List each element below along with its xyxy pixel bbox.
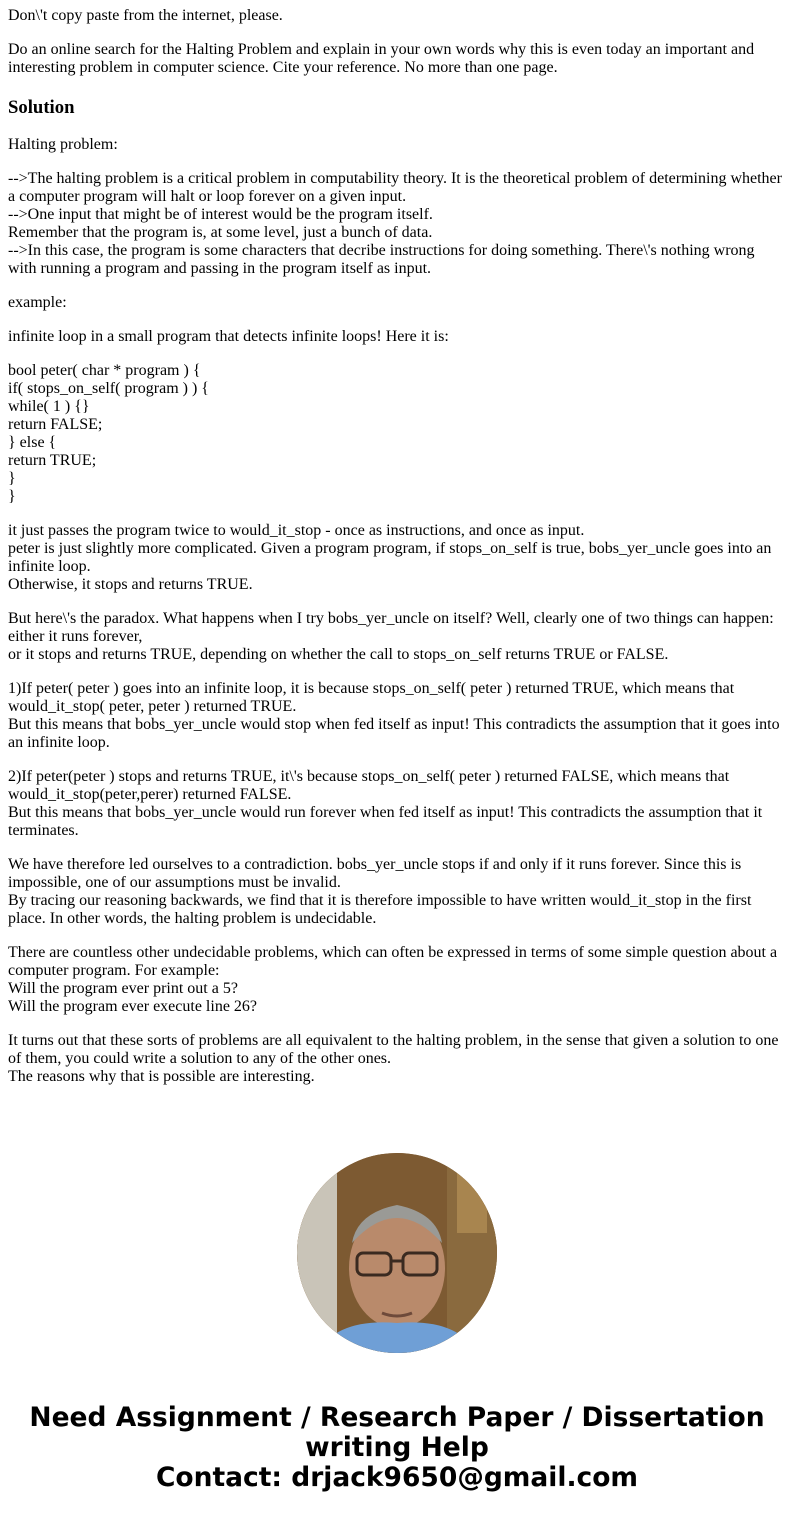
explanation-line: Otherwise, it stops and returns TRUE.: [8, 576, 253, 593]
case-one-line: 1)If peter( peter ) goes into an infinite loop, it is because stops_on_self( peter ) returned TRUE, which means that would_it_stop( peter, peter ) returned TRUE.: [8, 680, 735, 715]
paradox-paragraph: [8, 610, 786, 664]
other-problems-line: There are countless other undecidable problems, which can often be expressed in terms of some simple question about a computer program. For example:: [8, 944, 778, 979]
other-problems-line: Will the program ever execute line 26?: [8, 998, 258, 1015]
avatar: [297, 1153, 497, 1353]
example-label: example:: [8, 294, 67, 311]
case-one-paragraph: [8, 680, 786, 752]
conclusion-line: By tracing our reasoning backwards, we find that it is therefore impossible to have written would_it_stop in the first place. In other words, the halting problem is undecidable.: [8, 892, 752, 927]
code-block: [8, 362, 786, 506]
ad-contact: Contact: drjack9650@gmail.com: [155, 1462, 639, 1493]
code-line: bool peter( char * program ) {: [8, 362, 201, 379]
definition-line: Remember that the program is, at some level, just a bunch of data.: [8, 224, 433, 241]
explanation-line: it just passes the program twice to would_it_stop - once as instructions, and once as input.: [8, 522, 585, 539]
case-two-line: But this means that bobs_yer_uncle would run forever when fed itself as input! This contradicts the assumption that it terminates.: [8, 804, 763, 839]
question-prompt: Do an online search for the Halting Problem and explain in your own words why this is even today an important and interesting problem in computer science. Cite your reference. No more than one page.: [8, 41, 755, 76]
ad-line: Need Assignment / Research Paper / Dissertation: [29, 1402, 765, 1433]
solution-heading: Solution: [8, 97, 75, 118]
case-one-line: But this means that bobs_yer_uncle would stop when fed itself as input! This contradicts the assumption that it goes into an infinite loop.: [8, 716, 780, 751]
question-instruction: Don\'t copy paste from the internet, please.: [8, 7, 283, 24]
definition-line: -->In this case, the program is some characters that decribe instructions for doing something. There\'s nothing wrong with running a program and passing in the program itself as input.: [8, 242, 755, 277]
paradox-line: or it stops and returns TRUE, depending on whether the call to stops_on_self returns TRUE or FALSE.: [8, 646, 669, 663]
code-line: }: [8, 470, 16, 487]
code-line: return TRUE;: [8, 452, 97, 469]
ad-line: writing Help: [305, 1432, 489, 1463]
definition-line: -->The halting problem is a critical problem in computability theory. It is the theoretical problem of determining whether a computer program will halt or loop forever on a given input.: [8, 170, 782, 205]
explanation-paragraph: [8, 522, 786, 594]
final-line: It turns out that these sorts of problems are all equivalent to the halting problem, in the sense that given a solution to one of them, you could write a solution to any of the other ones.: [8, 1032, 779, 1067]
final-line: The reasons why that is possible are interesting.: [8, 1068, 315, 1085]
code-line: while( 1 ) {}: [8, 398, 90, 415]
ad-banner: [0, 1153, 794, 1493]
explanation-line: peter is just slightly more complicated. Given a program program, if stops_on_self is true, bobs_yer_uncle goes into an infinite loop.: [8, 540, 772, 575]
paradox-line: But here\'s the paradox. What happens when I try bobs_yer_uncle on itself? Well, clearly one of two things can happen: either it runs forever,: [8, 610, 774, 645]
definition-paragraph: [8, 170, 786, 278]
case-two-line: 2)If peter(peter ) stops and returns TRUE, it\'s because stops_on_self( peter ) returned FALSE, which means that would_it_stop(peter,perer) returned FALSE.: [8, 768, 730, 803]
code-line: if( stops_on_self( program ) ) {: [8, 380, 209, 397]
solution-intro: Halting problem:: [8, 136, 118, 153]
ad-headline: [0, 1403, 794, 1493]
case-two-paragraph: [8, 768, 786, 840]
example-intro: infinite loop in a small program that detects infinite loops! Here it is:: [8, 328, 449, 345]
conclusion-paragraph: [8, 856, 786, 928]
definition-line: -->One input that might be of interest would be the program itself.: [8, 206, 433, 223]
other-problems-paragraph: [8, 944, 786, 1016]
code-line: return FALSE;: [8, 416, 103, 433]
final-paragraph: [8, 1032, 786, 1086]
conclusion-line: We have therefore led ourselves to a contradiction. bobs_yer_uncle stops if and only if it runs forever. Since this is impossible, one of our assumptions must be invalid.: [8, 856, 742, 891]
avatar-portrait: [297, 1153, 497, 1353]
code-line: } else {: [8, 434, 57, 451]
code-line: }: [8, 488, 16, 505]
other-problems-line: Will the program ever print out a 5?: [8, 980, 238, 997]
